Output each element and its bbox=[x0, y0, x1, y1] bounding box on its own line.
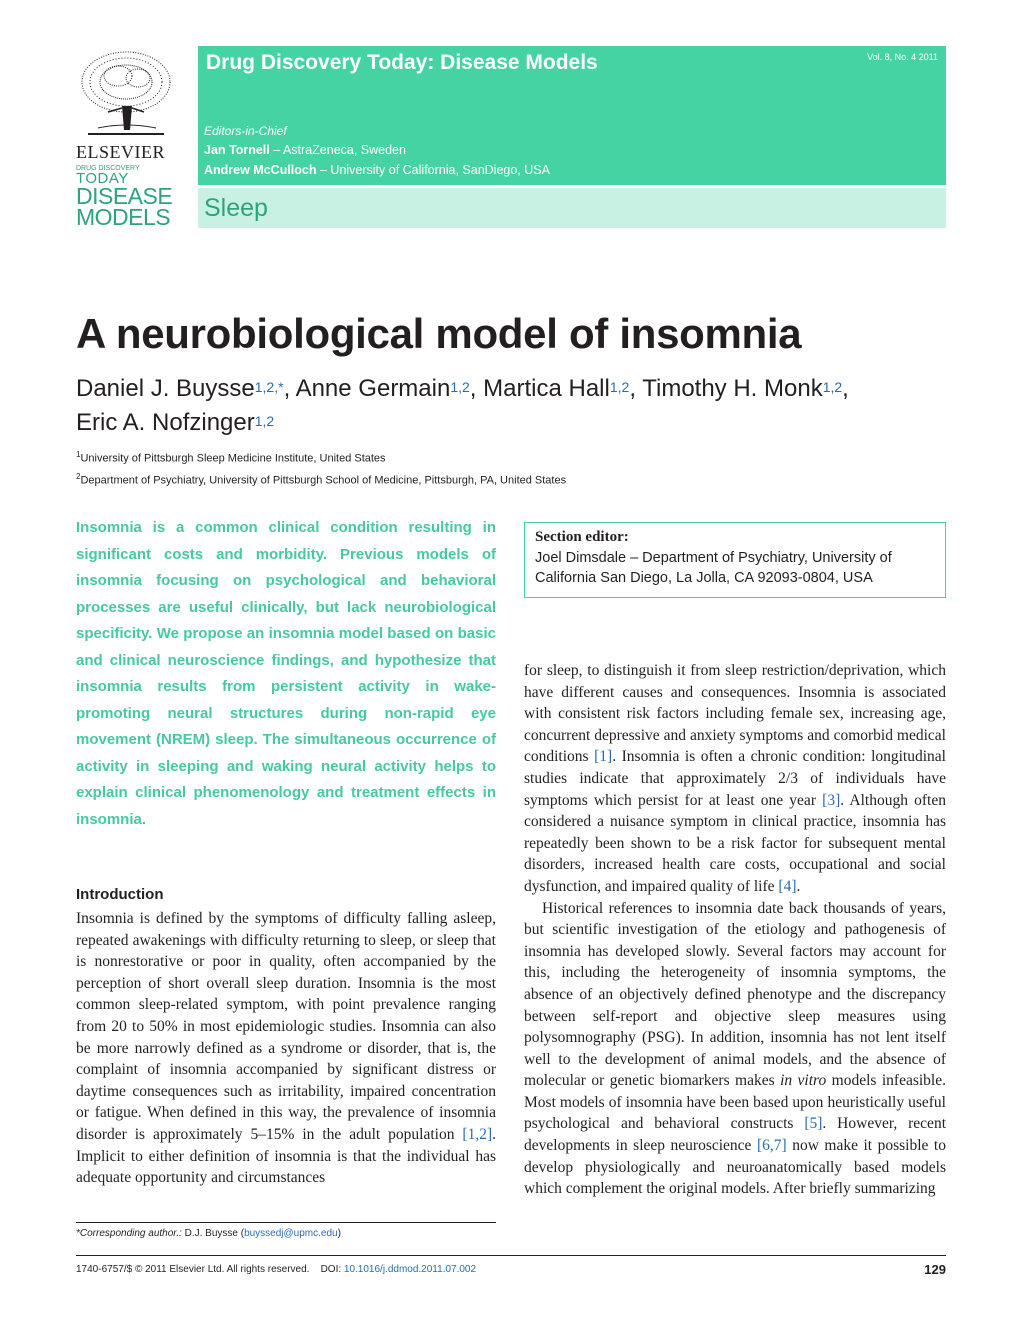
section-band bbox=[198, 188, 946, 228]
introduction-heading: Introduction bbox=[76, 886, 164, 903]
citation-link[interactable]: [5] bbox=[804, 1115, 823, 1133]
author-affiliation-marker[interactable]: 1,2 bbox=[822, 379, 843, 395]
affiliations bbox=[76, 446, 566, 489]
author-name: Timothy H. Monk bbox=[642, 375, 823, 402]
section-editor-label: Section editor: bbox=[535, 529, 629, 545]
editor-2: Andrew McCulloch – University of California, SanDiego, USA bbox=[204, 163, 550, 177]
elsevier-logo bbox=[76, 48, 176, 228]
author-name: Daniel J. Buysse bbox=[76, 375, 255, 402]
citation-link[interactable]: [4] bbox=[778, 877, 797, 895]
author-affiliation-marker[interactable]: 1,2,* bbox=[254, 379, 284, 395]
copyright-line: 1740-6757/$ © 2011 Elsevier Ltd. All rights reserved. DOI: 10.1016/j.ddmod.2011.07.002 bbox=[76, 1264, 477, 1275]
author-name: Anne Germain bbox=[295, 375, 451, 402]
affiliation-line: $^2$Department of Psychiatry, University of Pittsburgh School of Medicine, Pittsburgh, PA, United States bbox=[76, 471, 567, 487]
journal-logo-disease: DISEASE bbox=[76, 183, 173, 209]
section-editor-box bbox=[524, 522, 946, 598]
citation-link[interactable]: [1] bbox=[594, 748, 613, 766]
editors-label: Editors-in-Chief bbox=[204, 124, 287, 138]
corresponding-author-footnote: *Corresponding author.: D.J. Buysse (buyssedj@upmc.edu) bbox=[76, 1228, 341, 1239]
body-paragraph: for sleep, to distinguish it from sleep restriction/deprivation, which have different causes and consequences. Insomnia is associated with consistent risk factors including female sex, increasing age, concurrent depressive and anxiety symptoms and comorbid medical conditions [1]. Insomnia is often a chronic condition: longitudinal studies indicate that approximately 2/3 of individuals have symptoms which persist for at least one year [3]. Although often considered a nuisance symptom in clinical practice, insomnia has repeatedly been shown to be a risk factor for subsequent mental disorders, increased health care costs, occupational and social dysfunction, and impaired quality of life [4]. bbox=[524, 662, 946, 895]
volume-info: Vol. 8, No. 4 2011 bbox=[867, 52, 938, 62]
elsevier-wordmark: ELSEVIER bbox=[76, 142, 165, 162]
page-number: 129 bbox=[924, 1262, 946, 1277]
journal-banner bbox=[198, 46, 946, 185]
journal-logo-small: DRUG DISCOVERY bbox=[76, 165, 140, 172]
author-affiliation-marker[interactable]: 1,2 bbox=[254, 413, 275, 429]
footer-divider bbox=[76, 1255, 946, 1256]
author-name: Eric A. Nofzinger bbox=[76, 409, 255, 436]
citation-link[interactable]: [3] bbox=[822, 791, 841, 809]
affiliation-line: $^1$University of Pittsburgh Sleep Medicine Institute, United States bbox=[76, 450, 386, 465]
journal-title: Drug Discovery Today: Disease Models bbox=[206, 51, 598, 74]
author-name: Martica Hall bbox=[483, 375, 610, 402]
body-paragraph: Insomnia is defined by the symptoms of difficulty falling asleep, repeated awakenings with difficulty returning to sleep, or sleep that is nonrestorative or poor in quality, often accompanied by the perception of short overall sleep duration. Insomnia is the most common sleep-related symptom, with point prevalence ranging from 20 to 50% in most epidemiologic studies. Insomnia can also be more narrowly defined as a syndrome or disorder, that is, the complaint of insomnia accompanied by significant distress or daytime consequences such as irritability, impaired concentration or fatigue. When defined in this way, the prevalence of insomnia disorder is approximately 5–15% in the adult population [1,2]. Implicit to either definition of insomnia is that the individual has adequate opportunity and circumstances bbox=[76, 910, 496, 1187]
citation-link[interactable]: [1,2] bbox=[462, 1125, 493, 1143]
author-affiliation-marker[interactable]: 1,2 bbox=[450, 379, 470, 395]
section-editor-text: Joel Dimsdale – Department of Psychiatry, University of California San Diego, La Jolla, CA 92093-0804, USA bbox=[535, 550, 892, 586]
doi-link[interactable]: 10.1016/j.ddmod.2011.07.002 bbox=[343, 1264, 477, 1275]
abstract: Insomnia is a common clinical condition resulting in significant costs and morbidity. Previous models of insomnia focusing on psychological and behavioral processes are useful clinically, but lack neurobiological specificity. We propose an insomnia model based on basic and clinical neuroscience findings, and hypothesize that insomnia results from persistent activity in wake-promoting neural structures during non-rapid eye movement (NREM) sleep. The simultaneous occurrence of activity in sleeping and waking neural activity helps to explain clinical phenomenology and treatment effects in insomnia. bbox=[76, 519, 496, 828]
article-title: A neurobiological model of insomnia bbox=[76, 310, 802, 357]
author-affiliation-marker[interactable]: 1,2 bbox=[609, 379, 630, 395]
citation-link[interactable]: [6,7] bbox=[756, 1137, 787, 1155]
author-email-link[interactable]: buyssedj@upmc.edu bbox=[244, 1228, 338, 1239]
author-list: Daniel J. Buysse$^{1,2,*}$, Anne Germain$^{1,2}$, Martica Hall$^{1,2}$, Timothy H. Monk$^{1,2}$, Eric A. Nofzinger$^{1,2}$ bbox=[76, 375, 849, 436]
footnote-divider bbox=[76, 1222, 496, 1223]
editor-1: Jan Tornell – AstraZeneca, Sweden bbox=[204, 143, 406, 157]
journal-logo-models: MODELS bbox=[76, 204, 171, 230]
body-right-column bbox=[524, 660, 946, 1200]
body-left-column bbox=[76, 908, 496, 1189]
body-paragraph: Historical references to insomnia date back thousands of years, but scientific investigation of the etiology and pathogenesis of insomnia has developed slowly. Several factors may account for this, including the heterogeneity of insomnia symptoms, the absence of an objectively defined phenotype and the discrepancy between self-report and objective sleep measures using polysomnography (PSG). In addition, insomnia has not lent itself well to the development of animal models, and the absence of molecular or genetic biomarkers makes in vitro models infeasible. Most models of insomnia have been based upon heuristically useful psychological and behavioral constructs [5]. However, recent developments in sleep neuroscience [6,7] now make it possible to develop physiologically and neuroanatomically based models which complement the original models. After briefly summarizing bbox=[524, 899, 946, 1198]
section-name: Sleep bbox=[204, 194, 268, 222]
journal-logo-today: TODAY bbox=[76, 170, 129, 187]
elsevier-tree-icon bbox=[78, 48, 174, 140]
